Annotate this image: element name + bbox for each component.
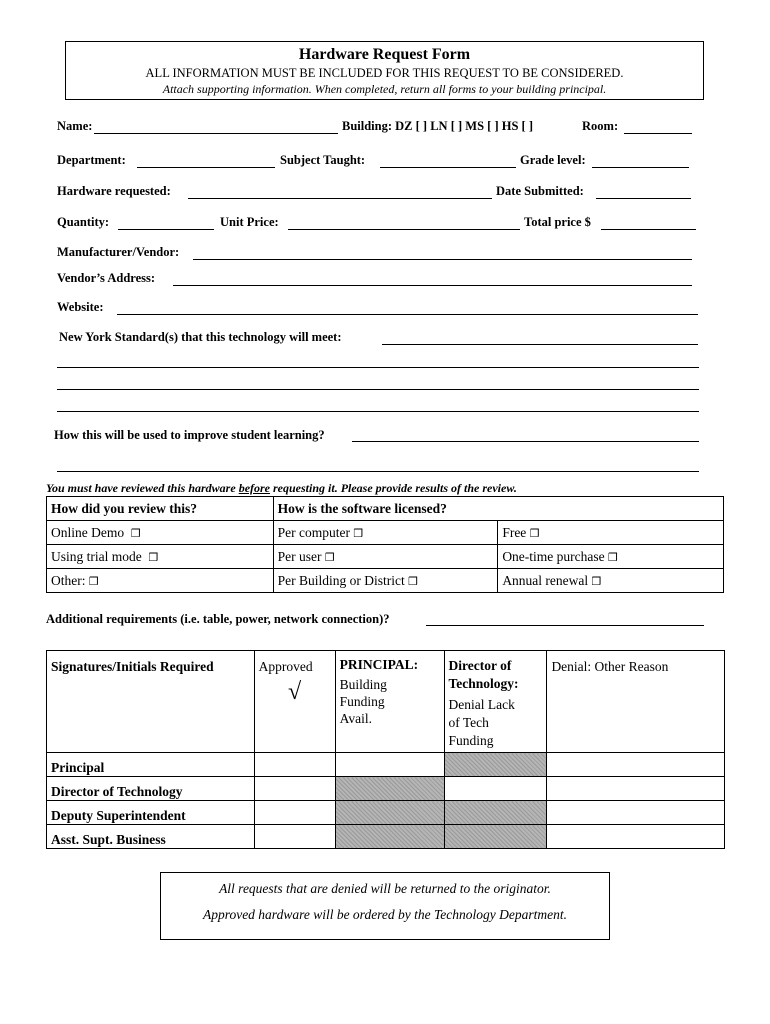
website-label: Website: <box>57 300 104 314</box>
manufacturer-field[interactable] <box>193 259 692 260</box>
deputy-row-label: Deputy Superintendent <box>47 801 255 825</box>
principal-approved-cell[interactable] <box>254 753 335 777</box>
license-header: How is the software licensed? <box>273 497 723 521</box>
name-field[interactable] <box>94 133 338 134</box>
principal-row-label: Principal <box>47 753 255 777</box>
deputy-denial-cell[interactable] <box>547 801 725 825</box>
asst-approved-cell[interactable] <box>254 825 335 849</box>
signatures-header: Signatures/Initials Required <box>47 651 255 753</box>
asst-row-label: Asst. Supt. Business <box>47 825 255 849</box>
asst-denial-cell[interactable] <box>547 825 725 849</box>
principal-header: PRINCIPAL: Building Funding Avail. <box>335 651 444 753</box>
unit-price-field[interactable] <box>288 229 520 230</box>
checkbox-icon[interactable]: ❒ <box>353 526 364 540</box>
director-funding-cell <box>335 777 444 801</box>
principal-director-cell <box>444 753 547 777</box>
checkbox-icon[interactable]: ❒ <box>130 526 141 540</box>
hardware-field[interactable] <box>188 198 492 199</box>
room-field[interactable] <box>624 133 692 134</box>
subject-label: Subject Taught: <box>280 153 366 167</box>
footer-note <box>160 872 610 940</box>
signature-table <box>46 650 725 849</box>
additional-label: Additional requirements (i.e. table, power, network connection)? <box>46 612 390 626</box>
additional-field[interactable] <box>426 625 704 626</box>
one-time-purchase-option[interactable]: One-time purchase ❒ <box>498 545 724 569</box>
improve-line-2[interactable] <box>57 471 699 472</box>
vendor-address-field[interactable] <box>173 285 692 286</box>
deputy-approved-cell[interactable] <box>254 801 335 825</box>
department-field[interactable] <box>137 167 275 168</box>
director-denial-cell[interactable] <box>547 777 725 801</box>
quantity-field[interactable] <box>118 229 214 230</box>
other-option[interactable]: Other: ❒ <box>47 569 274 593</box>
ny-standards-label: New York Standard(s) that this technology will meet: <box>59 330 342 344</box>
date-field[interactable] <box>596 198 691 199</box>
room-label: Room: <box>582 119 619 133</box>
director-row-label: Director of Technology <box>47 777 255 801</box>
online-demo-option[interactable]: Online Demo ❒ <box>47 521 274 545</box>
checkbox-icon[interactable]: ❒ <box>608 550 618 564</box>
director-director-cell[interactable] <box>444 777 547 801</box>
total-field[interactable] <box>601 229 696 230</box>
denial-other-header: Denial: Other Reason <box>547 651 725 753</box>
date-label: Date Submitted: <box>496 184 584 198</box>
building-label: Building: DZ [ ] LN [ ] MS [ ] HS [ ] <box>342 119 533 133</box>
director-header: Director of Technology: Denial Lack of Tech Funding <box>444 651 547 753</box>
deputy-funding-cell <box>335 801 444 825</box>
manufacturer-label: Manufacturer/Vendor: <box>57 245 180 259</box>
unit-price-label: Unit Price: <box>220 215 279 229</box>
footer-line-2: Approved hardware will be ordered by the Technology Department. <box>202 907 568 922</box>
improve-field[interactable] <box>352 441 699 442</box>
per-user-option[interactable]: Per user ❒ <box>273 545 498 569</box>
free-option[interactable]: Free ❒ <box>498 521 724 545</box>
checkbox-icon[interactable]: ❒ <box>148 550 159 564</box>
review-table <box>46 496 724 593</box>
hardware-label: Hardware requested: <box>57 184 171 198</box>
total-label: Total price $ <box>524 215 591 229</box>
checkbox-icon[interactable]: ❒ <box>88 574 99 588</box>
check-icon: √ <box>288 679 302 705</box>
annual-renewal-option[interactable]: Annual renewal ❒ <box>498 569 724 593</box>
per-building-option[interactable]: Per Building or District ❒ <box>273 569 498 593</box>
form-title: Hardware Request Form <box>298 46 471 63</box>
checkbox-icon[interactable]: ❒ <box>591 574 602 588</box>
form-instructions: Attach supporting information. When completed, return all forms to your building principal. <box>162 82 607 96</box>
grade-field[interactable] <box>592 167 689 168</box>
asst-director-cell <box>444 825 547 849</box>
footer-line-1: All requests that are denied will be returned to the originator. <box>219 881 551 896</box>
review-note: You must have reviewed this hardware before requesting it. Please provide results of the review. <box>46 481 517 495</box>
principal-denial-cell[interactable] <box>547 753 725 777</box>
ny-standards-line-4[interactable] <box>57 411 699 412</box>
department-label: Department: <box>57 153 126 167</box>
vendor-address-label: Vendor’s Address: <box>57 271 156 285</box>
checkbox-icon[interactable]: ❒ <box>529 526 540 540</box>
quantity-label: Quantity: <box>57 215 110 229</box>
trial-mode-option[interactable]: Using trial mode ❒ <box>47 545 274 569</box>
deputy-director-cell <box>444 801 547 825</box>
ny-standards-line-3[interactable] <box>57 389 699 390</box>
asst-funding-cell <box>335 825 444 849</box>
form-header <box>65 41 704 100</box>
review-method-header: How did you review this? <box>47 497 274 521</box>
grade-label: Grade level: <box>520 153 586 167</box>
website-field[interactable] <box>117 314 698 315</box>
ny-standards-line-2[interactable] <box>57 367 699 368</box>
subject-field[interactable] <box>380 167 516 168</box>
checkbox-icon[interactable]: ❒ <box>408 574 419 588</box>
form-subtitle: ALL INFORMATION MUST BE INCLUDED FOR THIS REQUEST TO BE CONSIDERED. <box>145 66 624 80</box>
improve-label: How this will be used to improve student learning? <box>54 428 325 442</box>
per-computer-option[interactable]: Per computer ❒ <box>273 521 498 545</box>
principal-funding-cell[interactable] <box>335 753 444 777</box>
name-label: Name: <box>57 119 93 133</box>
approved-header: Approved √ <box>254 651 335 753</box>
checkbox-icon[interactable]: ❒ <box>324 550 335 564</box>
director-approved-cell[interactable] <box>254 777 335 801</box>
ny-standards-field[interactable] <box>382 344 698 345</box>
